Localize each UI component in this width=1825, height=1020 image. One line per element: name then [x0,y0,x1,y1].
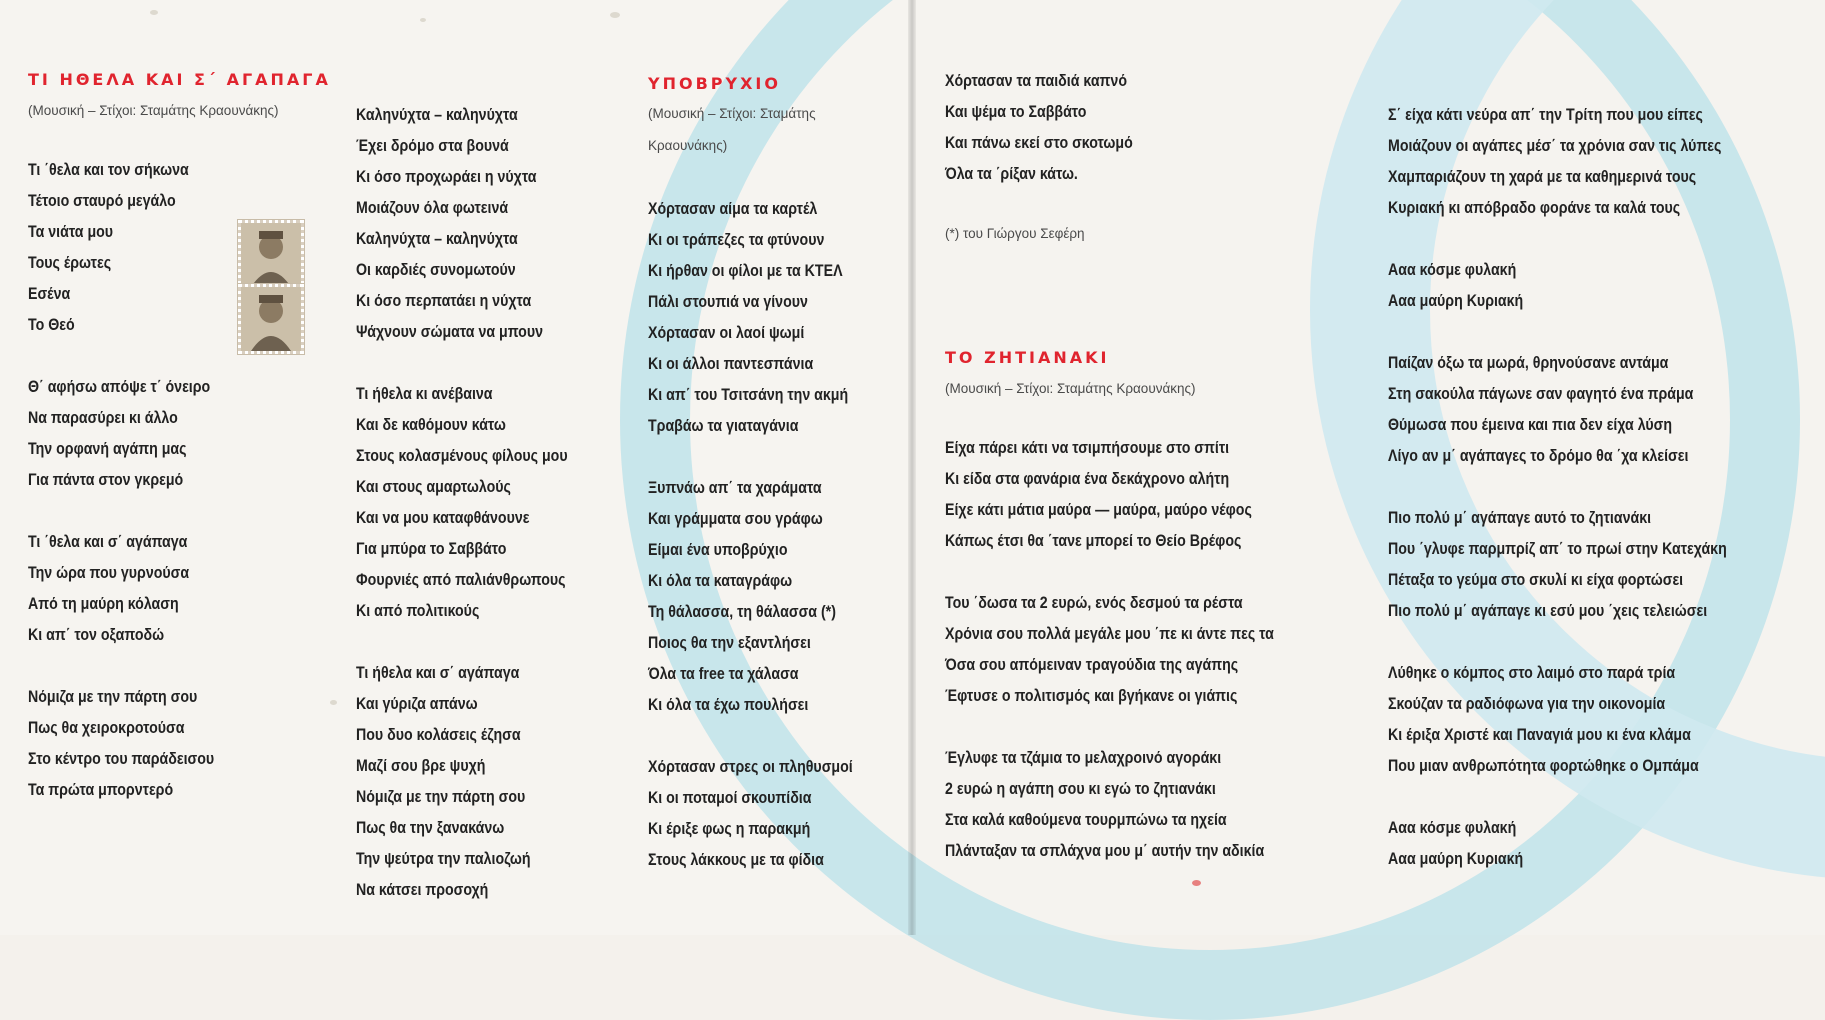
lyric-line: Του ΄δωσα τα 2 ευρώ, ενός δεσμού τα ρέστα [945,594,1243,612]
lyric-line: Κι οι τράπεζες τα φτύνουν [648,231,825,249]
stain-speck [610,12,620,18]
refrain-line: Ααα κόσμε φυλακή [1388,261,1517,279]
song-credit-zitianaki: (Μουσική – Στίχοι: Σταμάτης Κραουνάκης) [945,381,1196,396]
lyric-line: Οι καρδιές συνομωτούν [356,261,516,279]
lyric-line: Πλάνταξαν τα σπλάχνα μου μ΄ αυτήν την αδικία [945,842,1265,860]
lyric-line: Για μπύρα το Σαββάτο [356,540,507,558]
refrain-line: Ααα μαύρη Κυριακή [1388,850,1524,868]
lyric-line: Κι όσο προχωράει η νύχτα [356,168,537,186]
lyric-line: Και γράμματα σου γράφω [648,510,823,528]
lyric-line: Πιο πολύ μ΄ αγάπαγε αυτό το ζητιανάκι [1388,509,1652,527]
song-credit-ti-thela: (Μουσική – Στίχοι: Σταμάτης Κραουνάκης) [28,103,279,118]
lyric-line: Τα νιάτα μου [28,223,114,241]
lyric-line: Και γύριζα απάνω [356,695,478,713]
lyric-line: Και στους αμαρτωλούς [356,478,511,496]
lyrics-zitianaki-col2 [1388,100,1782,875]
lyric-line: Πως θα χειροκροτούσα [28,719,185,737]
lyric-line: Από τη μαύρη κόλαση [28,595,179,613]
lyric-line: Στα καλά καθούμενα τουρμπώνω τα ηχεία [945,811,1227,829]
stanza-gap [28,651,214,682]
lyric-line: Ψάχνουν σώματα να μπουν [356,323,544,341]
lyric-line: Την ώρα που γυρνούσα [28,564,190,582]
lyric-line: Πως θα την ξανακάνω [356,819,505,837]
stain-speck [330,700,337,705]
lyric-line: Τραβάω τα γιαταγάνια [648,417,799,435]
lyric-line: Πέταξα το γεύμα στο σκυλί κι είχα φορτώσει [1388,571,1684,589]
lyric-line: Είχα πάρει κάτι να τσιμπήσουμε στο σπίτι [945,439,1230,457]
lyric-line: Που μιαν ανθρωπότητα φορτώθηκε ο Ομπάμα [1388,757,1699,775]
lyric-line: Μοιάζουν όλα φωτεινά [356,199,509,217]
lyric-line: Όλα τα ΄ρίξαν κάτω. [945,165,1078,183]
lyric-line: Κι οι άλλοι παντεσπάνια [648,355,814,373]
lyric-line: Πάλι στουπιά να γίνουν [648,293,808,311]
refrain-line: Ααα μαύρη Κυριακή [1388,292,1524,310]
lyric-line: Και δε καθόμουν κάτω [356,416,506,434]
lyric-line: Κι οι ποταμοί σκουπίδια [648,789,812,807]
lyric-line: Κι ήρθαν οι φίλοι με τα ΚΤΕΛ [648,262,843,280]
lyric-line: Που ΄γλυφε παρμπρίζ απ΄ το πρωί στην Κατεχάκη [1388,540,1727,558]
lyric-line: Σκούζαν τα ραδιόφωνα για την οικονομία [1388,695,1666,713]
lyric-line: Εσένα [28,285,71,303]
lyric-line: Και ψέμα το Σαββάτο [945,103,1087,121]
lyric-line: Λύθηκε ο κόμπος στο λαιμό στο παρά τρία [1388,664,1676,682]
lyric-line: Για πάντα στον γκρεμό [28,471,184,489]
lyric-line: Κυριακή κι απόβραδο φοράνε τα καλά τους [1388,199,1681,217]
postage-stamp-image [238,220,304,290]
stanza-gap [28,341,214,372]
lyric-line: Μαζί σου βρε ψυχή [356,757,486,775]
lyrics-ti-thela-col2 [356,100,602,906]
lyric-line: Καληνύχτα – καληνύχτα [356,230,518,248]
lyric-line: Κι έριξα Χριστέ και Παναγιά μου κι ένα κλάμα [1388,726,1691,744]
lyric-line: Στους κολασμένους φίλους μου [356,447,568,465]
lyric-line: Που δυο κολάσεις έζησα [356,726,521,744]
lyric-line: Θύμωσα που έμεινα και πια δεν είχα λύση [1388,416,1673,434]
song-title-ypovrychio: ΥΠΟΒΡΥΧΙΟ [648,74,781,93]
lyric-line: Κι όλα τα καταγράφω [648,572,793,590]
lyric-line: Και πάνω εκεί στο σκοτωμό [945,134,1133,152]
lyric-line: Τι ήθελα και σ΄ αγάπαγα [356,664,520,682]
stanza-gap [648,442,853,473]
lyric-line: Θ΄ αφήσω απόψε τ΄ όνειρο [28,378,211,396]
lyric-line: Να παρασύρει κι άλλο [28,409,178,427]
lyric-line: Κάπως έτσι θα ΄τανε μπορεί το Θείο Βρέφος [945,532,1242,550]
stanza-gap [1388,224,1727,255]
song-title-ti-thela: ΤΙ ΗΘΕΛΑ ΚΑΙ Σ΄ ΑΓΑΠΑΓΑ [28,70,331,89]
lyric-line: Μοιάζουν οι αγάπες μέσ΄ τα χρόνια σαν τις λύπες [1388,137,1722,155]
lyric-line: Την ορφανή αγάπη μας [28,440,187,458]
lyric-line: Στους λάκκους με τα φίδια [648,851,824,869]
lyric-line: Πιο πολύ μ΄ αγάπαγε κι εσύ μου ΄χεις τελειώσει [1388,602,1708,620]
lyrics-ypovrychio-cont [945,66,1163,190]
postage-stamp-image [238,284,304,354]
lyric-line: Έγλυφε τα τζάμια το μελαχροινό αγοράκι [945,749,1222,767]
stanza-gap [1388,317,1727,348]
lyric-line: Χαμπαριάζουν τη χαρά με τα καθημερινά τους [1388,168,1697,186]
lyric-line: Στη σακούλα πάγωνε σαν φαγητό ένα πράμα [1388,385,1694,403]
lyric-line: Τέτοιο σταυρό μεγάλο [28,192,176,210]
lyrics-ypovrychio [648,194,886,876]
page-fold [908,0,916,935]
lyric-line: Τι ήθελα κι ανέβαινα [356,385,493,403]
lyric-line: Λίγο αν μ΄ αγάπαγες το δρόμο θα ΄χα κλείσει [1388,447,1689,465]
lyric-line: Να κάτσει προσοχή [356,881,489,899]
song-credit-ypovrychio-cont: Κραουνάκης) [648,138,728,153]
refrain-line: Ααα κόσμε φυλακή [1388,819,1517,837]
lyric-line: Όλα τα free τα χάλασα [648,665,799,683]
lyric-line: Στο κέντρο του παράδεισου [28,750,215,768]
lyric-line: Την ψεύτρα την παλιοζωή [356,850,531,868]
lyric-line: Τι ΄θελα και τον σήκωνα [28,161,189,179]
lyric-line: Χρόνια σου πολλά μεγάλε μου ΄πε κι άντε πες τα [945,625,1274,643]
lyric-line: 2 ευρώ η αγάπη σου κι εγώ το ζητιανάκι [945,780,1216,798]
lyric-line: Τη θάλασσα, τη θάλασσα (*) [648,603,836,621]
lyric-line: Σ΄ είχα κάτι νεύρα απ΄ την Τρίτη που μου είπες [1388,106,1703,124]
stanza-gap [1388,472,1727,503]
song-credit-ypovrychio: (Μουσική – Στίχοι: Σταμάτης [648,106,816,121]
lyric-line: Καληνύχτα – καληνύχτα [356,106,518,124]
stanza-gap [356,348,568,379]
lyrics-zitianaki-col1 [945,433,1327,867]
lyric-line: Κι απ΄ του Τσιτσάνη την ακμή [648,386,849,404]
lyric-line: Νόμιζα με την πάρτη σου [356,788,526,806]
lyric-line: Παίζαν όξω τα μωρά, θρηνούσανε αντάμα [1388,354,1669,372]
lyric-line: Κι έριξε φως η παρακμή [648,820,811,838]
lyric-line: Χόρτασαν τα παιδιά καπνό [945,72,1127,90]
stanza-gap [28,496,214,527]
lyric-line: Έφτυσε ο πολιτισμός και βγήκανε οι γιάπις [945,687,1238,705]
footnote: (*) του Γιώργου Σεφέρη [945,226,1085,241]
stanza-gap [1388,782,1727,813]
stanza-gap [945,557,1274,588]
lyric-line: Ξυπνάω απ΄ τα χαράματα [648,479,822,497]
lyric-line: Κι όσο περπατάει η νύχτα [356,292,532,310]
lyric-line: Κι απ΄ τον οξαποδώ [28,626,165,644]
lyric-line: Κι είδα στα φανάρια ένα δεκάχρονο αλήτη [945,470,1230,488]
lyric-line: Τους έρωτες [28,254,112,272]
stain-speck [150,10,158,15]
lyric-line: Όσα σου απόμειναν τραγούδια της αγάπης [945,656,1239,674]
stain-speck [420,18,426,22]
stanza-gap [1388,627,1727,658]
song-title-zitianaki: ΤΟ ΖΗΤΙΑΝΑΚΙ [945,348,1110,367]
lyric-line: Έχει δρόμο στα βουνά [356,137,509,155]
lyric-line: Κι από πολιτικούς [356,602,480,620]
lyric-line: Χόρτασαν στρες οι πληθυσμοί [648,758,853,776]
lyric-line: Τα πρώτα μπορντερό [28,781,174,799]
lyric-line: Χόρτασαν αίμα τα καρτέλ [648,200,818,218]
lyric-line: Ποιος θα την εξαντλήσει [648,634,811,652]
lyric-line: Φουρνιές από παλιάνθρωπους [356,571,566,589]
lyric-line: Το Θεό [28,316,75,334]
lyric-line: Κι όλα τα έχω πουλήσει [648,696,809,714]
lyric-line: Νόμιζα με την πάρτη σου [28,688,198,706]
lyric-line: Τι ΄θελα και σ΄ αγάπαγα [28,533,188,551]
lyric-line: Και να μου καταφθάνουνε [356,509,530,527]
stanza-gap [648,721,853,752]
stanza-gap [356,627,568,658]
lyric-line: Χόρτασαν οι λαοί ψωμί [648,324,805,342]
lyric-line: Είχε κάτι μάτια μαύρα — μαύρα, μαύρο νέφος [945,501,1252,519]
stanza-gap [945,712,1274,743]
lyric-line: Είμαι ένα υποβρύχιο [648,541,788,559]
lyrics-ti-thela-col1 [28,155,244,806]
